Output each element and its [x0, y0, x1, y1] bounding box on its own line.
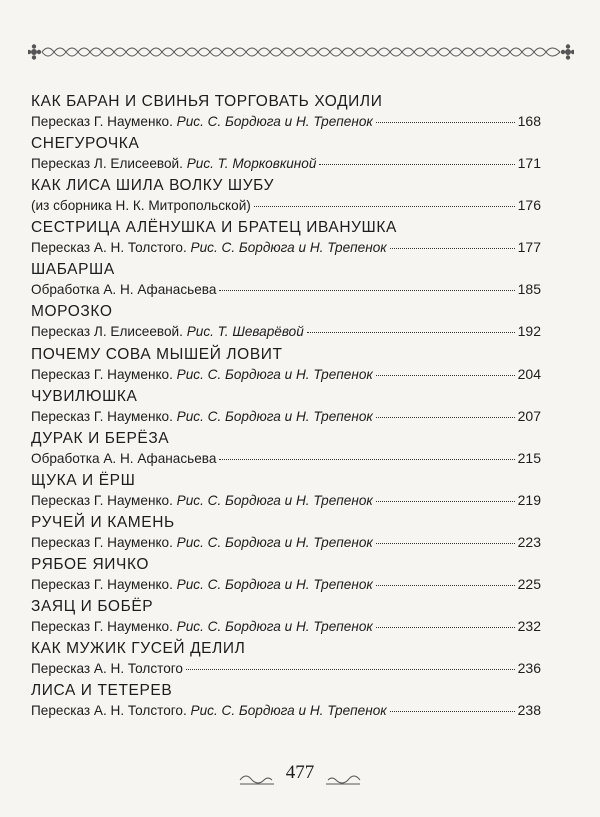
dot-leader [376, 626, 515, 628]
dot-leader [307, 331, 515, 333]
credit-text: Пересказ Л. Елисеевой. [31, 324, 183, 340]
credit-text: Пересказ Г. Науменко. [31, 492, 173, 508]
toc-entry[interactable] [31, 345, 541, 387]
story-title: ЧУВИЛЮШКА [31, 387, 138, 405]
story-credit [31, 113, 373, 131]
page-number: 207 [517, 407, 541, 424]
illustrator-text: Рис. Т. Морковкиной [186, 156, 317, 172]
illustrator-text: Рис. Т. Шеварёвой [186, 324, 304, 340]
story-title: МОРОЗКО [31, 303, 113, 321]
credit-text: (из сборника Н. К. Митропольской) [31, 198, 251, 214]
credit-text: Пересказ Л. Елисеевой. [31, 156, 183, 172]
toc-entry[interactable] [31, 597, 541, 639]
story-credit [31, 366, 373, 384]
credit-text: Пересказ Г. Науменко. [31, 366, 173, 382]
story-title: ЩУКА И ЁРШ [31, 471, 136, 489]
illustrator-text: Рис. С. Бордюга и Н. Трепенок [176, 366, 373, 382]
story-title: ЗАЯЦ И БОБЁР [31, 598, 154, 616]
story-credit [31, 239, 387, 257]
toc-entry[interactable] [31, 513, 541, 555]
story-credit [31, 197, 251, 215]
toc-entry[interactable] [31, 681, 541, 723]
page-footer [0, 762, 600, 788]
story-title: КАК БАРАН И СВИНЬЯ ТОРГОВАТЬ ХОДИЛИ [31, 93, 383, 110]
toc-entry[interactable] [31, 555, 541, 597]
dot-leader [390, 247, 515, 249]
story-credit [31, 323, 304, 341]
credit-text: Пересказ Г. Науменко. [31, 619, 173, 635]
story-title: ПОЧЕМУ СОВА МЫШЕЙ ЛОВИТ [31, 345, 283, 363]
story-title: РЯБОЕ ЯИЧКО [31, 556, 150, 574]
page-number: 177 [517, 239, 541, 256]
illustrator-text: Рис. С. Бордюга и Н. Трепенок [176, 534, 373, 550]
credit-text: Пересказ Г. Науменко. [31, 534, 173, 550]
story-credit [31, 155, 316, 173]
page-number: 171 [517, 155, 541, 172]
page-number: 168 [517, 113, 541, 129]
dot-leader [254, 205, 515, 207]
dot-leader [376, 542, 515, 544]
page-number: 236 [517, 660, 541, 677]
toc-entry[interactable] [31, 134, 541, 176]
credit-text: Пересказ Г. Науменко. [31, 577, 173, 593]
dot-leader [219, 458, 514, 460]
toc-entry[interactable] [31, 471, 541, 513]
illustrator-text: Рис. С. Бордюга и Н. Трепенок [176, 577, 373, 593]
toc-entry[interactable] [31, 302, 541, 344]
page-number: 185 [517, 281, 541, 298]
dot-leader [376, 416, 515, 418]
story-credit [31, 660, 183, 678]
credit-text: Пересказ А. Н. Толстого. [31, 703, 187, 719]
story-credit [31, 281, 216, 299]
header-ornament [28, 42, 574, 62]
page-number: 204 [517, 365, 541, 382]
illustrator-text: Рис. С. Бордюга и Н. Трепенок [176, 114, 373, 129]
toc-entry[interactable] [31, 429, 541, 471]
story-credit [31, 576, 373, 594]
credit-text: Пересказ А. Н. Толстого [31, 661, 183, 677]
story-credit [31, 618, 373, 636]
toc-entry[interactable] [31, 176, 541, 218]
credit-text: Обработка А. Н. Афанасьева [31, 282, 217, 298]
dot-leader [390, 710, 515, 712]
page-number: 215 [517, 449, 541, 466]
story-credit [31, 702, 387, 720]
credit-text: Обработка А. Н. Афанасьева [31, 450, 217, 466]
dot-leader [186, 668, 515, 670]
story-credit [31, 492, 373, 510]
story-title: СНЕГУРОЧКА [31, 135, 140, 153]
page-number: 219 [517, 491, 541, 508]
illustrator-text: Рис. С. Бордюга и Н. Трепенок [176, 492, 373, 508]
story-title: РУЧЕЙ И КАМЕНЬ [31, 513, 175, 531]
toc-entry[interactable] [31, 387, 541, 429]
credit-text: Пересказ Г. Науменко. [31, 408, 173, 424]
toc-entry[interactable] [31, 92, 541, 134]
toc-entry[interactable] [31, 218, 541, 260]
toc-entry[interactable] [31, 639, 541, 681]
page-number: 232 [517, 618, 541, 635]
story-title: ДУРАК И БЕРЁЗА [31, 429, 170, 447]
dot-leader [376, 584, 515, 586]
story-title: ЛИСА И ТЕТЕРЕВ [31, 682, 173, 700]
illustrator-text: Рис. С. Бордюга и Н. Трепенок [190, 703, 387, 719]
dot-leader [219, 289, 514, 291]
page-number: 223 [517, 533, 541, 550]
page-number: 238 [517, 702, 541, 719]
illustrator-text: Рис. С. Бордюга и Н. Трепенок [176, 619, 373, 635]
toc-entry[interactable] [31, 260, 541, 302]
dot-leader [376, 500, 515, 502]
story-title: СЕСТРИЦА АЛЁНУШКА И БРАТЕЦ ИВАНУШКА [31, 219, 397, 237]
table-of-contents [31, 92, 541, 723]
dot-leader [376, 121, 515, 123]
illustrator-text: Рис. С. Бордюга и Н. Трепенок [176, 408, 373, 424]
story-title: ШАБАРША [31, 261, 115, 279]
folio-number: 477 [285, 762, 315, 783]
story-title: КАК МУЖИК ГУСЕЙ ДЕЛИЛ [31, 640, 246, 658]
story-title: КАК ЛИСА ШИЛА ВОЛКУ ШУБУ [31, 177, 275, 195]
dot-leader [319, 163, 514, 165]
page-number: 192 [517, 323, 541, 340]
story-credit [31, 534, 373, 552]
illustrator-text: Рис. С. Бордюга и Н. Трепенок [190, 240, 387, 256]
credit-text: Пересказ А. Н. Толстого. [31, 240, 187, 256]
story-credit [31, 450, 216, 468]
story-credit [31, 408, 373, 426]
credit-text: Пересказ Г. Науменко. [31, 114, 173, 129]
dot-leader [376, 374, 515, 376]
page-number: 225 [517, 576, 541, 593]
page-number: 176 [517, 197, 541, 214]
